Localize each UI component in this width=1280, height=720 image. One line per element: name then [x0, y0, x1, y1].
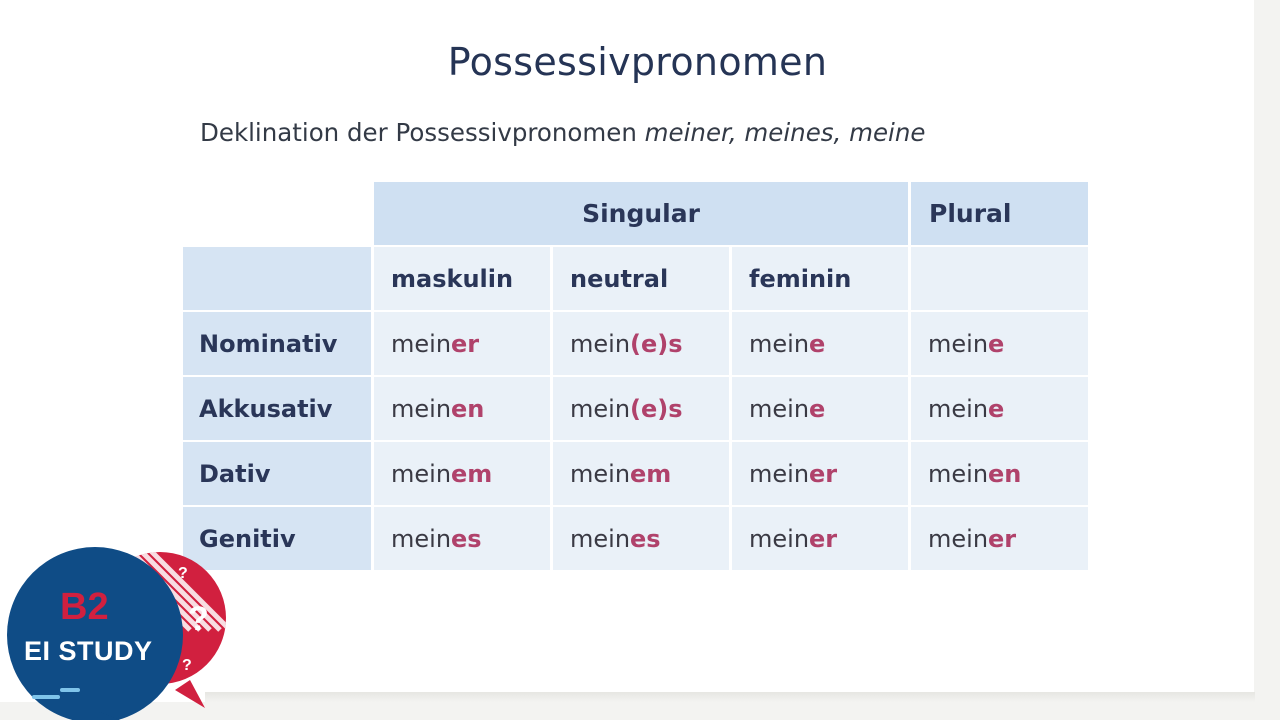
- declension-cell: [911, 507, 1088, 570]
- declension-table: [180, 180, 1091, 572]
- word-stem: mein: [570, 329, 631, 358]
- logo-brand: EI STUDY: [24, 636, 153, 666]
- declension-cell: [911, 312, 1088, 375]
- word-stem: mein: [749, 524, 810, 553]
- subtitle-pronouns: meiner, meines, meine: [644, 118, 926, 147]
- word-ending: em: [630, 459, 672, 488]
- table-row: [183, 312, 1088, 375]
- word-ending: er: [809, 524, 838, 553]
- word-stem: mein: [570, 459, 631, 488]
- declension-cell: [553, 312, 729, 375]
- table-row: [183, 442, 1088, 505]
- header-plural-gender-empty: [911, 247, 1088, 310]
- word-ending: en: [988, 459, 1022, 488]
- case-rows: [183, 312, 1088, 570]
- corner-blank-top: [183, 182, 371, 245]
- table-row: [183, 507, 1088, 570]
- word-stem: mein: [749, 394, 810, 423]
- word-stem: mein: [928, 524, 989, 553]
- ei-study-logo: [0, 530, 240, 720]
- word-ending: es: [451, 524, 482, 553]
- word-ending: e: [809, 329, 826, 358]
- declension-cell: [911, 377, 1088, 440]
- question-mark-icon: ?: [188, 600, 209, 638]
- declension-cell: [374, 507, 550, 570]
- declension-cell: [553, 442, 729, 505]
- corner-cell: [183, 247, 371, 310]
- word-stem: mein: [749, 459, 810, 488]
- declension-cell: [374, 442, 550, 505]
- word-stem: mein: [570, 524, 631, 553]
- slide-subtitle: [200, 118, 925, 147]
- header-neutral: neutral: [553, 247, 729, 310]
- declension-cell: [732, 442, 908, 505]
- question-mark-icon: ?: [178, 565, 188, 582]
- header-maskulin: maskulin: [374, 247, 550, 310]
- word-ending: e: [988, 394, 1005, 423]
- declension-cell: [374, 377, 550, 440]
- declension-cell: [553, 377, 729, 440]
- slide-shadow: [205, 692, 1255, 702]
- declension-cell: [732, 312, 908, 375]
- word-stem: mein: [928, 459, 989, 488]
- word-ending: er: [451, 329, 480, 358]
- case-label: Nominativ: [183, 312, 371, 375]
- declension-cell: [911, 442, 1088, 505]
- declension-cell: [553, 507, 729, 570]
- header-feminin: feminin: [732, 247, 908, 310]
- word-ending: e: [988, 329, 1005, 358]
- word-stem: mein: [391, 394, 452, 423]
- header-singular: Singular: [374, 182, 908, 245]
- declension-cell: [732, 377, 908, 440]
- word-stem: mein: [391, 524, 452, 553]
- word-stem: mein: [391, 329, 452, 358]
- word-stem: mein: [928, 329, 989, 358]
- case-label: Akkusativ: [183, 377, 371, 440]
- word-ending: (e)s: [630, 329, 683, 358]
- table-row: [183, 377, 1088, 440]
- word-ending: em: [451, 459, 493, 488]
- word-stem: mein: [749, 329, 810, 358]
- header-plural: Plural: [911, 182, 1088, 245]
- word-ending: es: [630, 524, 661, 553]
- question-mark-icon: ?: [182, 657, 192, 674]
- subtitle-text: Deklination der Possessivpronomen: [200, 118, 645, 147]
- declension-cell: [732, 507, 908, 570]
- declension-cell: [374, 312, 550, 375]
- word-stem: mein: [570, 394, 631, 423]
- word-stem: mein: [391, 459, 452, 488]
- word-ending: (e)s: [630, 394, 683, 423]
- word-ending: en: [451, 394, 485, 423]
- word-stem: mein: [928, 394, 989, 423]
- word-ending: er: [809, 459, 838, 488]
- word-ending: e: [809, 394, 826, 423]
- case-label: Genitiv: [183, 507, 371, 570]
- word-ending: er: [988, 524, 1017, 553]
- case-label: Dativ: [183, 442, 371, 505]
- slide-title: Possessivpronomen: [447, 40, 828, 84]
- logo-level: B2: [60, 586, 109, 628]
